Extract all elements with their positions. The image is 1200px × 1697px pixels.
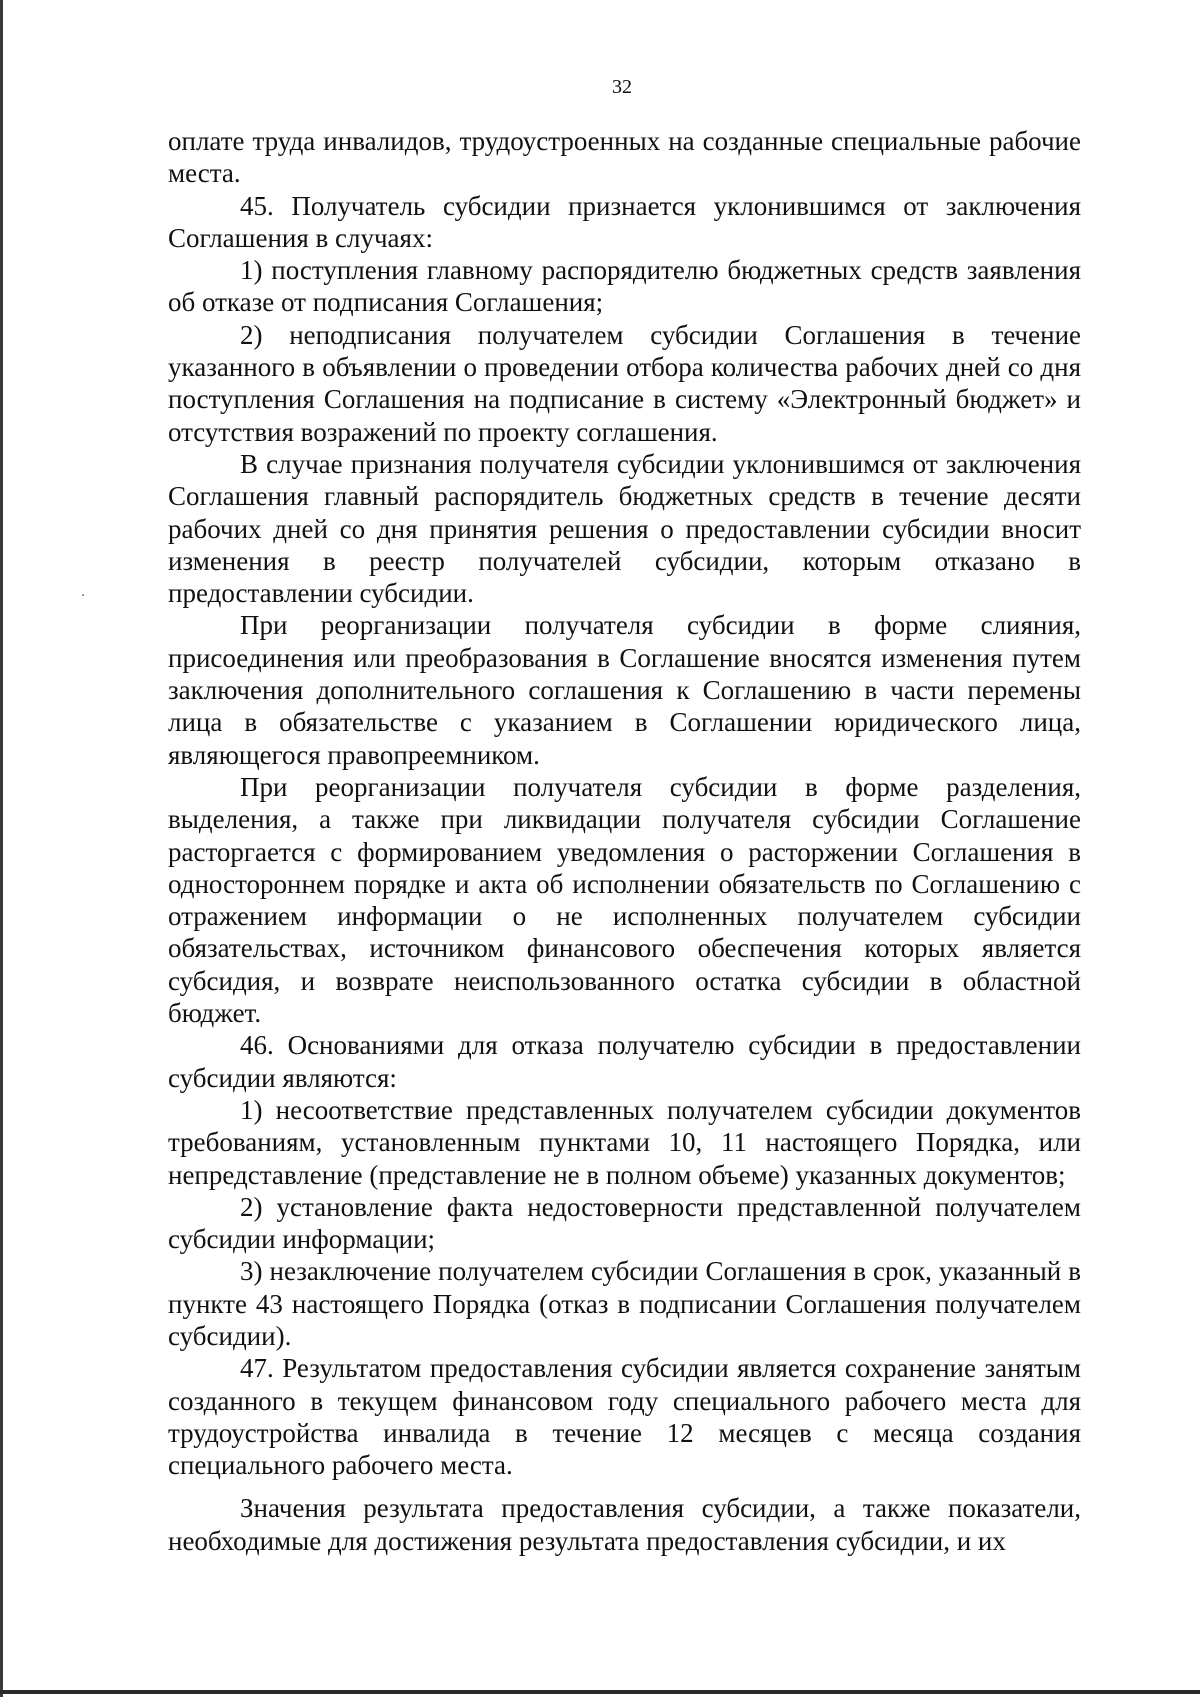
paragraph-item-46-1: 1) несоответствие представленных получателем субсидии документов требованиям, установленным пунктами 10, 11 настоящего Порядка, или непредставление (представление не в полном объеме) указанных документов; bbox=[168, 1094, 1081, 1190]
paragraph-continuation: оплате труда инвалидов, трудоустроенных на созданные специальные рабочие места. bbox=[168, 126, 1081, 189]
paragraph-reorganization-division: При реорганизации получателя субсидии в форме разделения, выделения, а также при ликвидации получателя субсидии Соглашение расторгается с формированием уведомления о расторжении Соглашения в одностороннем порядке и акта об исполнении обязательств по Соглашению с отражением информации о не исполненных получателем субсидии обязательствах, источником финансового обеспечения которых является субсидия, и возврате неиспользованного остатка субсидии в областной бюджет. bbox=[168, 771, 1081, 1029]
paragraph-item-45-2: 2) неподписания получателем субсидии Соглашения в течение указанного в объявлении о проведении отбора количества рабочих дней со дня поступления Соглашения на подписание в систему «Электронный бюджет» и отсутствия возражений по проекту соглашения. bbox=[168, 319, 1081, 447]
paragraph-item-46: 46. Основаниями для отказа получателю субсидии в предоставлении субсидии являются: bbox=[168, 1030, 1081, 1093]
paragraph-item-45: 45. Получатель субсидии признается уклонившимся от заключения Соглашения в случаях: bbox=[168, 190, 1081, 253]
page-number: 32 bbox=[612, 76, 632, 98]
paragraph-item-46-3: 3) незаключение получателем субсидии Соглашения в срок, указанный в пункте 43 настоящего Порядка (отказ в подписании Соглашения получателем субсидии). bbox=[168, 1256, 1081, 1351]
scan-speck bbox=[82, 594, 84, 596]
paragraph-evasion-registry: В случае признания получателя субсидии уклонившимся от заключения Соглашения главный распорядитель бюджетных средств в течение десяти рабочих дней со дня принятия решения о предоставлении субсидии вносит изменения в реестр получателей субсидии, которым отказано в предоставлении субсидии. bbox=[168, 448, 1081, 609]
paragraph-item-46-2: 2) установление факта недостоверности представленной получателем субсидии информации; bbox=[168, 1191, 1081, 1255]
paragraph-reorganization-merger: При реорганизации получателя субсидии в форме слияния, присоединения или преобразования в Соглашение вносятся изменения путем заключения дополнительного соглашения к Соглашению в части перемены лица в обязательстве с указанием в Соглашении юридического лица, являющегося правопреемником. bbox=[168, 610, 1081, 770]
paragraph-item-47: 47. Результатом предоставления субсидии является сохранение занятым созданного в текущем финансовом году специального рабочего места для трудоустройства инвалида в течение 12 месяцев с месяца создания специального рабочего места. bbox=[168, 1353, 1081, 1481]
scan-border-bottom bbox=[0, 1690, 1200, 1694]
document-body bbox=[168, 125, 1081, 1557]
scan-border-left bbox=[0, 0, 3, 1697]
paragraph-item-45-1: 1) поступления главному распорядителю бюджетных средств заявления об отказе от подписания Соглашения; bbox=[168, 255, 1081, 318]
paragraph-result-values: Значения результата предоставления субсидии, а также показатели, необходимые для достижения результата предоставления субсидии, и их bbox=[168, 1493, 1081, 1556]
